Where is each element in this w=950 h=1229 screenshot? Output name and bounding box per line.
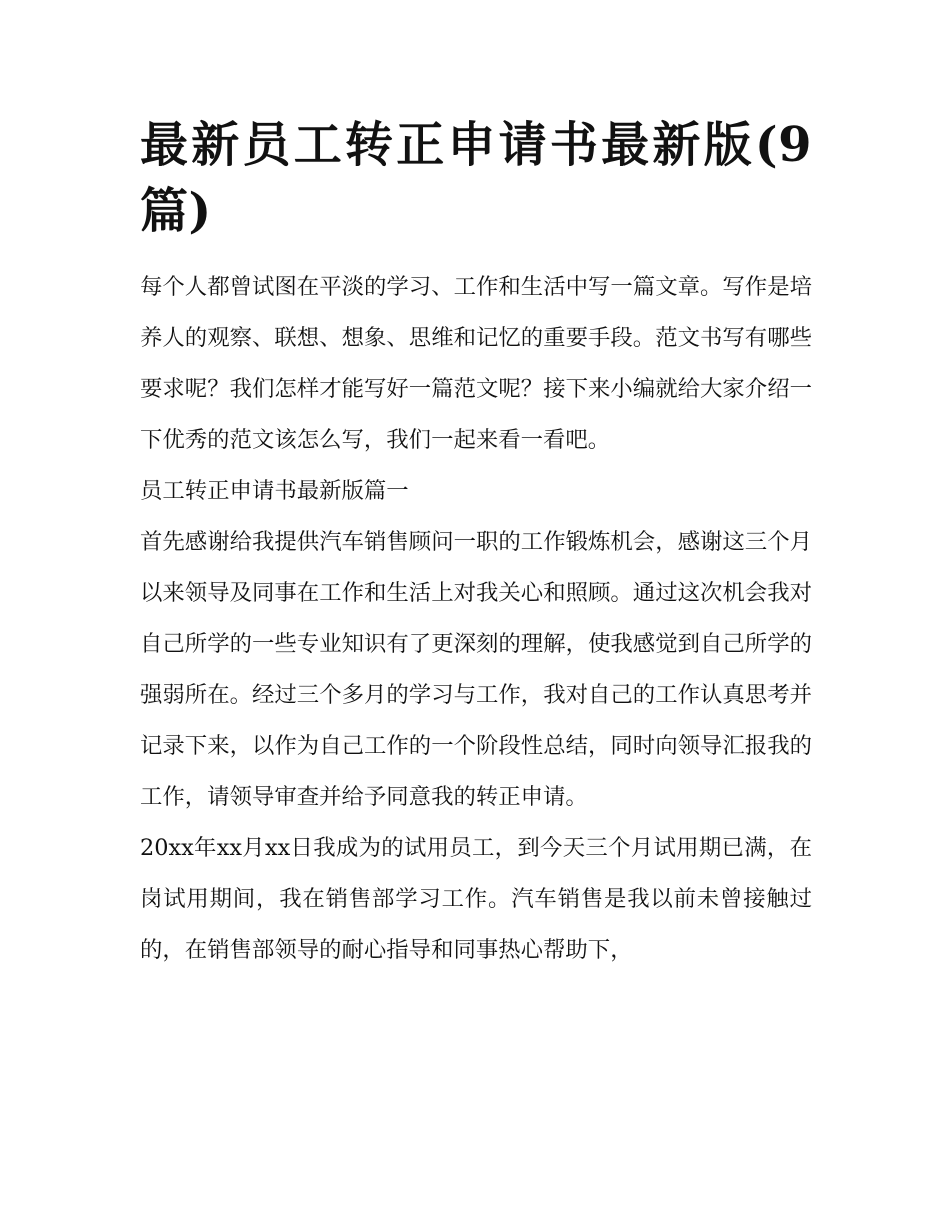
intro-paragraph: 每个人都曾试图在平淡的学习、工作和生活中写一篇文章。写作是培养人的观察、联想、想象、思维和记忆的重要手段。范文书写有哪些要求呢？我们怎样才能写好一篇范文呢？接下来小编就给大家介绍一下优秀的范文该怎么写，我们一起来看一看吧。 <box>140 274 812 453</box>
document-title: 最新员工转正申请书最新版(9篇) <box>140 117 812 239</box>
document-page <box>140 112 812 976</box>
body-paragraph: 20xx年xx月xx日我成为的试用员工，到今天三个月试用期已满，在岗试用期间，我在销售部学习工作。汽车销售是我以前未曾接触过的，在销售部领导的耐心指导和同事热心帮助下， <box>140 835 812 963</box>
body-paragraph: 首先感谢给我提供汽车销售顾问一职的工作锻炼机会，感谢这三个月以来领导及同事在工作和生活上对我关心和照顾。通过这次机会我对自己所学的一些专业知识有了更深刻的理解，使我感觉到自己所学的强弱所在。经过三个多月的学习与工作，我对自己的工作认真思考并记录下来，以作为自己工作的一个阶段性总结，同时向领导汇报我的工作，请领导审查并给予同意我的转正申请。 <box>140 529 812 810</box>
section-heading: 员工转正申请书最新版篇一 <box>140 478 409 504</box>
